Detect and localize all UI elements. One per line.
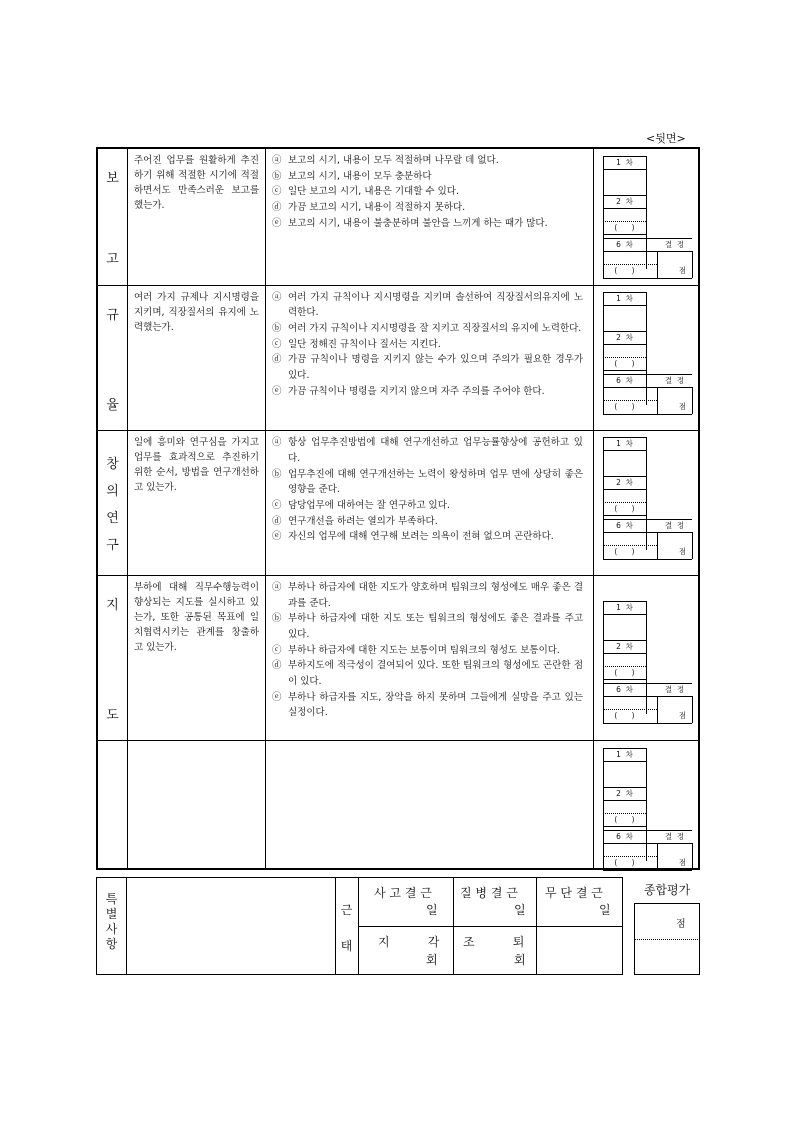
score-second-label: 2 차 <box>616 478 633 488</box>
level-item <box>272 690 583 721</box>
levels-cell <box>266 149 594 285</box>
score-cell <box>594 431 698 575</box>
level-marker: ⓑ <box>272 170 282 182</box>
score-final-label: 6 차 <box>616 684 633 694</box>
score-points-unit: 점 <box>678 858 687 868</box>
evaluation-row <box>98 431 698 576</box>
category-cell <box>98 431 128 575</box>
levels-cell <box>266 741 594 868</box>
category-char: 율 <box>106 397 119 413</box>
category-char: 창 <box>106 457 119 473</box>
level-marker: ⓐ <box>272 155 282 166</box>
level-item <box>272 384 583 400</box>
score-second-label: 2 차 <box>616 197 633 206</box>
levels-cell <box>266 431 594 575</box>
attendance-label-2: 태 <box>340 939 353 953</box>
levels-cell <box>266 576 594 741</box>
page-label: <뒷면> <box>646 132 686 145</box>
score-paren: ( ) <box>614 266 635 275</box>
evaluation-table <box>96 147 700 870</box>
level-text: 여러 가지 규칙이나 지시명령을 잘 지키고 직장질서의 유지에 노력한다. <box>288 323 582 335</box>
level-marker: ⓐ <box>272 437 282 449</box>
category-char: 도 <box>106 707 119 723</box>
score-box[interactable] <box>603 292 692 414</box>
category-char: 규 <box>106 307 119 323</box>
level-marker: ⓔ <box>272 531 282 543</box>
special-notes-label: 특 별 사 항 <box>105 892 118 951</box>
category-cell <box>98 576 128 741</box>
day-unit: 일 <box>599 903 611 917</box>
level-marker: ⓔ <box>272 691 282 703</box>
category-char: 구 <box>106 538 119 554</box>
level-item <box>272 352 583 383</box>
level-text: 항상 업무추진방법에 대해 연구개선하고 업무능률향상에 공헌하고 있다. <box>288 437 583 464</box>
level-marker: ⓑ <box>272 468 282 480</box>
level-text: 보고의 시기, 내용이 모두 충분하다 <box>288 170 432 182</box>
level-text: 담당업무에 대하여는 잘 연구하고 있다. <box>288 500 450 512</box>
attendance-label-1: 근 <box>340 903 353 917</box>
tardy-label: 지 각 <box>378 935 440 949</box>
day-unit: 일 <box>514 903 526 917</box>
score-final-label: 6 차 <box>616 240 633 249</box>
level-marker: ⓒ <box>272 500 282 512</box>
score-paren: ( ) <box>614 401 635 411</box>
summary-table <box>96 877 700 975</box>
score-paren: ( ) <box>614 858 635 868</box>
level-item <box>272 321 583 337</box>
score-paren: ( ) <box>614 667 635 677</box>
category-cell <box>98 741 128 868</box>
score-cell <box>594 741 698 868</box>
category-char: 연 <box>106 511 119 527</box>
score-first-label: 1 차 <box>616 750 633 760</box>
level-text: 부하지도에 적극성이 결여되어 있다. 또한 팀워크의 형성에도 곤란한 점이 있다. <box>288 660 583 688</box>
score-result-label: 결 정 <box>664 240 685 249</box>
level-item <box>272 467 583 498</box>
level-item <box>272 153 583 169</box>
overall-score-unit: 점 <box>676 919 686 930</box>
level-item <box>272 658 583 689</box>
early-leave-label: 조 퇴 <box>463 935 525 949</box>
level-item <box>272 184 583 200</box>
score-points-unit: 점 <box>678 710 687 720</box>
score-final-label: 6 차 <box>616 832 633 842</box>
level-text: 보고의 시기, 내용이 불충분하며 불안을 느끼게 하는 때가 많다. <box>288 217 548 229</box>
category-char: 의 <box>106 484 119 500</box>
criterion-text: 여러 가지 규제나 지시명령을 지키며, 직장질서의 유지에 노력했는가. <box>128 286 266 431</box>
level-text: 보고의 시기, 내용이 모두 적절하며 나무랄 데 없다. <box>288 155 499 166</box>
level-text: 여러 가지 규칙이나 지시명령을 지키며 솔선하여 직장질서의유지에 노력한다. <box>288 291 583 319</box>
level-text: 부하나 하급자를 지도, 장악을 하지 못하며 그들에게 실망을 주고 있는 실정이다. <box>288 691 583 719</box>
score-paren: ( ) <box>614 547 635 557</box>
criterion-text: 주어진 업무를 원활하게 추진하기 위해 적절한 시기에 적절하면서도 만족스러운 보고를 했는가. <box>128 149 266 285</box>
level-marker: ⓓ <box>272 660 282 672</box>
score-result-label: 결 정 <box>664 684 685 694</box>
level-marker: ⓔ <box>272 217 282 229</box>
level-text: 부하나 하급자에 대한 지도 또는 팀워크의 형성에도 좋은 결과를 주고 있다. <box>288 613 583 640</box>
sick-absence-label: 질 병 결 근 <box>460 886 518 900</box>
score-points-unit: 점 <box>678 547 687 557</box>
evaluation-row <box>98 149 698 286</box>
level-text: 부하나 하급자에 대한 지도는 보통이며 팀워크의 형성도 보통이다. <box>288 644 560 656</box>
score-box[interactable] <box>603 437 692 559</box>
level-item <box>272 435 583 466</box>
level-marker: ⓑ <box>272 613 282 625</box>
score-second-label: 2 차 <box>616 641 633 651</box>
category-char: 고 <box>106 252 119 267</box>
level-marker: ⓓ <box>272 354 282 366</box>
score-paren: ( ) <box>614 504 635 514</box>
level-text: 가끔 보고의 시기, 내용이 적절하지 못하다. <box>288 202 466 214</box>
criterion-text <box>128 741 266 868</box>
level-marker: ⓒ <box>272 186 282 198</box>
times-unit: 회 <box>426 953 438 967</box>
score-paren: ( ) <box>614 223 635 232</box>
score-points-unit: 점 <box>678 266 687 275</box>
score-paren: ( ) <box>614 815 635 825</box>
criterion-text: 부하에 대해 직무수행능력이 향상되는 지도를 실시하고 있는가, 또한 공통된 목표에 일치협력시키는 관계를 창출하고 있는가. <box>128 576 266 741</box>
accident-absence-label: 사 고 결 근 <box>374 886 432 900</box>
level-item <box>272 290 583 321</box>
category-cell <box>98 149 128 285</box>
evaluation-row <box>98 576 698 742</box>
score-cell <box>594 149 698 285</box>
level-text: 가끔 규칙이나 명령을 지키지 않으며 자주 주의를 주어야 한다. <box>288 385 545 397</box>
level-marker: ⓓ <box>272 202 282 214</box>
score-first-label: 1 차 <box>616 439 633 449</box>
score-cell <box>594 576 698 741</box>
evaluation-row <box>98 286 698 432</box>
category-cell <box>98 286 128 431</box>
score-paren: ( ) <box>614 710 635 720</box>
level-marker: ⓑ <box>272 323 282 335</box>
special-notes-field[interactable] <box>126 877 336 975</box>
level-item <box>272 498 583 514</box>
level-item <box>272 611 583 642</box>
score-first-label: 1 차 <box>616 158 633 167</box>
level-item <box>272 529 583 545</box>
levels-cell <box>266 286 594 431</box>
level-text: 일단 정해진 규칙이나 질서는 지킨다. <box>288 338 441 350</box>
level-marker: ⓐ <box>272 291 282 303</box>
level-item <box>272 337 583 353</box>
category-char: 보 <box>106 171 119 186</box>
times-unit: 회 <box>514 953 526 967</box>
level-item <box>272 216 583 232</box>
score-box[interactable] <box>603 748 692 870</box>
level-marker: ⓒ <box>272 644 282 656</box>
day-unit: 일 <box>426 903 438 917</box>
score-first-label: 1 차 <box>616 293 633 303</box>
level-item <box>272 514 583 530</box>
score-second-label: 2 차 <box>616 789 633 799</box>
score-final-label: 6 차 <box>616 375 633 385</box>
score-points-unit: 점 <box>678 401 687 411</box>
score-result-label: 결 정 <box>664 832 685 842</box>
score-second-label: 2 차 <box>616 332 633 342</box>
level-marker: ⓔ <box>272 385 282 397</box>
level-text: 업무추진에 대해 연구개선하는 노력이 왕성하며 업무 면에 상당히 좋은 영향을 준다. <box>288 468 583 496</box>
level-marker: ⓒ <box>272 338 282 350</box>
level-item <box>272 643 583 659</box>
level-item <box>272 169 583 185</box>
category-char: 지 <box>106 597 119 613</box>
level-marker: ⓐ <box>272 581 282 593</box>
level-text: 일단 보고의 시기, 내용은 기대할 수 있다. <box>288 186 459 198</box>
level-item <box>272 580 583 611</box>
score-first-label: 1 차 <box>616 602 633 612</box>
score-cell <box>594 286 698 431</box>
score-result-label: 결 정 <box>664 375 685 385</box>
level-text: 가끔 규칙이나 명령을 지키지 않는 수가 있으며 주의가 필요한 경우가 있다. <box>288 354 583 382</box>
unexcused-absence-label: 무 단 결 근 <box>545 886 603 900</box>
level-text: 부하나 하급자에 대한 지도가 양호하며 팀워크의 형성에도 매우 좋은 결과를 준다. <box>288 581 583 609</box>
score-paren: ( ) <box>614 358 635 368</box>
level-marker: ⓓ <box>272 515 282 527</box>
criterion-text: 일에 흥미와 연구심을 가지고 업무를 효과적으로 추진하기 위한 순서, 방법을 연구개선하고 있는가. <box>128 431 266 575</box>
level-item <box>272 200 583 216</box>
score-box[interactable] <box>603 601 692 723</box>
level-text: 자신의 업무에 대해 연구해 보려는 의욕이 전혀 없으며 곤란하다. <box>288 531 554 543</box>
score-box[interactable] <box>603 156 692 278</box>
score-result-label: 결 정 <box>664 521 685 531</box>
overall-evaluation-label: 종합평가 <box>643 883 691 897</box>
score-final-label: 6 차 <box>616 521 633 531</box>
level-text: 연구개선을 하려는 열의가 부족하다. <box>288 515 438 527</box>
evaluation-row <box>98 741 698 868</box>
